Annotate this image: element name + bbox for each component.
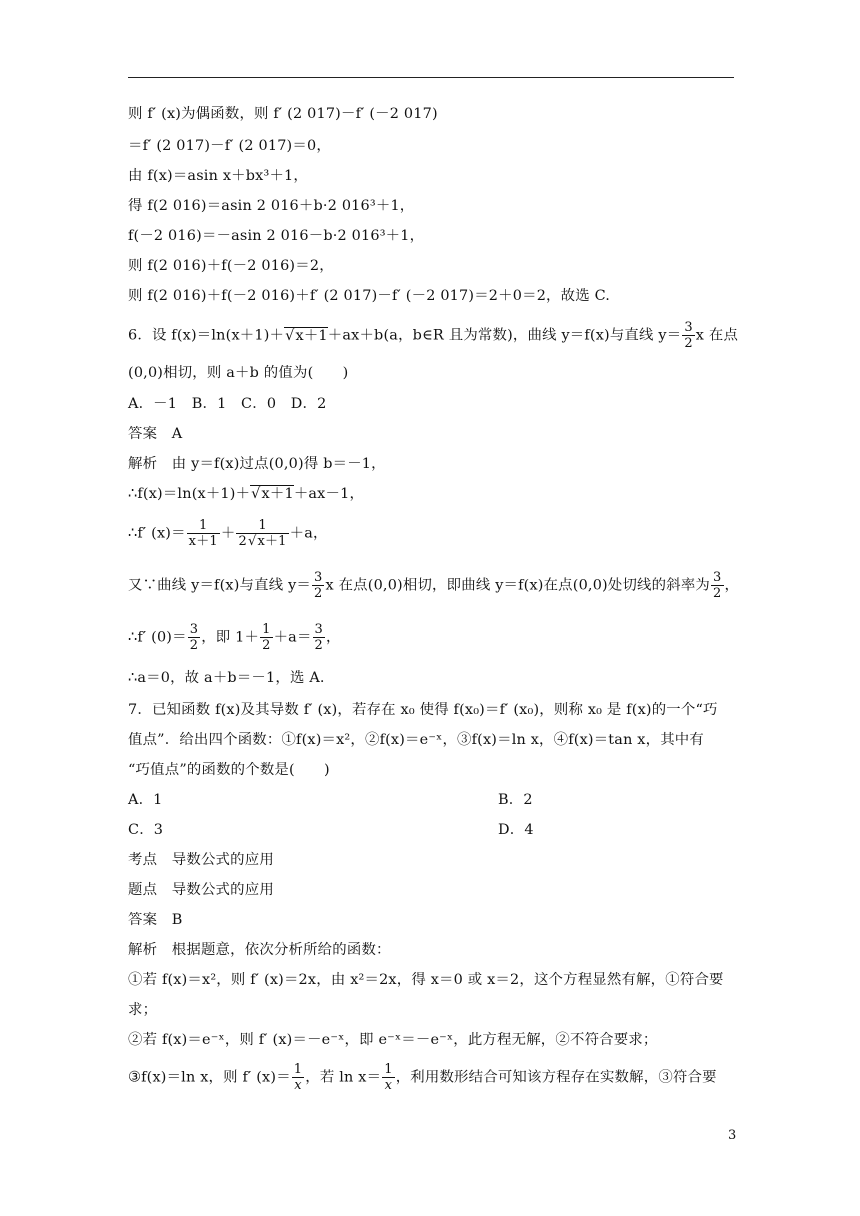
page-number: 3 — [728, 1128, 737, 1143]
solution-line: ②若 f(x)＝e⁻ˣ，则 f′ (x)＝－e⁻ˣ，即 e⁻ˣ＝－e⁻ˣ，此方程无解，②不符合要求； — [128, 1032, 658, 1048]
fraction: $\frac{1}{2}$ — [262, 622, 271, 653]
text-line: f(－2 016)＝－asin 2 016－b·2 016³＋1， — [128, 228, 425, 244]
sqrt-expression: √ x＋1 — [284, 327, 328, 344]
fraction: $\frac{1}{2√ x+1}$ — [236, 518, 288, 549]
question-7-stem: 7．已知函数 f(x)及其导数 f′ (x)，若存在 x₀ 使得 f(x₀)＝f′ (x₀)，则称 x₀ 是 f(x)的一个“巧 — [128, 702, 718, 718]
fraction: $\frac{3}{2}$ — [713, 570, 722, 601]
fraction: $\frac{1}{x+1}$ — [188, 518, 218, 549]
text-line: 则 f(2 016)＋f(－2 016)＝2， — [128, 258, 334, 274]
question-6-stem-line2: (0,0)相切，则 a＋b 的值为( ) — [128, 365, 349, 381]
fraction: $\frac{3}{2}$ — [314, 570, 323, 601]
question-7-options-row — [128, 790, 738, 810]
question-6-options: A．－1 B．1 C．0 D．2 — [128, 396, 327, 412]
solution-line: ∴f(x)＝ln(x＋1)＋√ x＋1＋ax－1， — [128, 484, 738, 504]
solution-line: 解析 根据题意，依次分析所给的函数： — [128, 942, 391, 958]
question-7-stem: 值点”．给出四个函数：①f(x)＝x²，②f(x)＝e⁻ˣ，③f(x)＝ln x，④f(x)＝tan x，其中有 — [128, 732, 704, 748]
solution-line: 又∵曲线 y＝f(x)与直线 y＝ $\frac{3}{2}$ x 在点(0,0)相切，即曲线 y＝f(x)在点(0,0)处切线的斜率为 $\frac{3}{2}$ ， — [128, 570, 740, 601]
question-7-stem: “巧值点”的函数的个数是( ) — [128, 762, 330, 778]
text-line: 则 f(2 016)＋f(－2 016)＋f′ (2 017)－f′ (－2 017)＝2＋0＝2，故选 C. — [128, 288, 611, 304]
option-b: B．2 — [498, 792, 533, 808]
option-c: C．3 — [128, 822, 164, 838]
question-6-stem: 6．设 f(x)＝ln(x＋1)＋√ x＋1＋ax＋b(a，b∈R 且为常数)，曲线 y＝f(x)与直线 y＝ $\frac{3}{2}$ x 在点 — [128, 320, 738, 351]
fraction: $\frac{1}{x}$ — [384, 1062, 393, 1093]
solution-line: ①若 f(x)＝x²，则 f′ (x)＝2x，由 x²＝2x，得 x＝0 或 x＝2，这个方程显然有解，①符合要 — [128, 972, 724, 988]
option-d: D．4 — [498, 822, 534, 838]
question-6-answer: 答案 A — [128, 426, 183, 442]
text-line: ＝f′ (2 017)－f′ (2 017)＝0， — [128, 138, 331, 154]
text-line: 由 f(x)＝asin x＋bx³＋1， — [128, 168, 308, 184]
solution-line: ③f(x)＝ln x，则 f′ (x)＝ $\frac{1}{x}$ ，若 ln x＝ $\frac{1}{x}$ ，利用数形结合可知该方程存在实数解，③符合要 — [128, 1062, 717, 1093]
kaodian-label: 考点 导数公式的应用 — [128, 852, 274, 868]
sqrt-expression: √ x＋1 — [250, 485, 294, 502]
question-7-options-row — [128, 820, 738, 840]
question-7-answer: 答案 B — [128, 912, 183, 928]
option-a: A．1 — [128, 792, 163, 808]
fraction: $\frac{3}{2}$ — [684, 320, 693, 351]
text-line: 则 f′ (x)为偶函数，则 f′ (2 017)－f′ (－2 017) — [128, 106, 438, 122]
tidian-label: 题点 导数公式的应用 — [128, 882, 274, 898]
solution-line: ∴a＝0，故 a＋b＝－1，选 A. — [128, 670, 325, 686]
fraction: $\frac{1}{x}$ — [293, 1062, 303, 1093]
header-rule — [128, 77, 734, 78]
solution-line: 解析 由 y＝f(x)过点(0,0)得 b＝－1， — [128, 456, 386, 472]
solution-line: ∴f′ (x)＝ $\frac{1}{x+1}$ ＋ $\frac{1}{2√ x+1}$ ＋a， — [128, 518, 738, 549]
text-line: 得 f(2 016)＝asin 2 016＋b·2 016³＋1， — [128, 198, 415, 214]
solution-line: ∴f′ (0)＝ $\frac{3}{2}$ ，即 1＋ $\frac{1}{2}$ ＋a＝ $\frac{3}{2}$ ， — [128, 622, 341, 653]
fraction: $\frac{3}{2}$ — [314, 622, 324, 653]
fraction: $\frac{3}{2}$ — [189, 622, 199, 653]
solution-line: 求； — [128, 1002, 158, 1018]
